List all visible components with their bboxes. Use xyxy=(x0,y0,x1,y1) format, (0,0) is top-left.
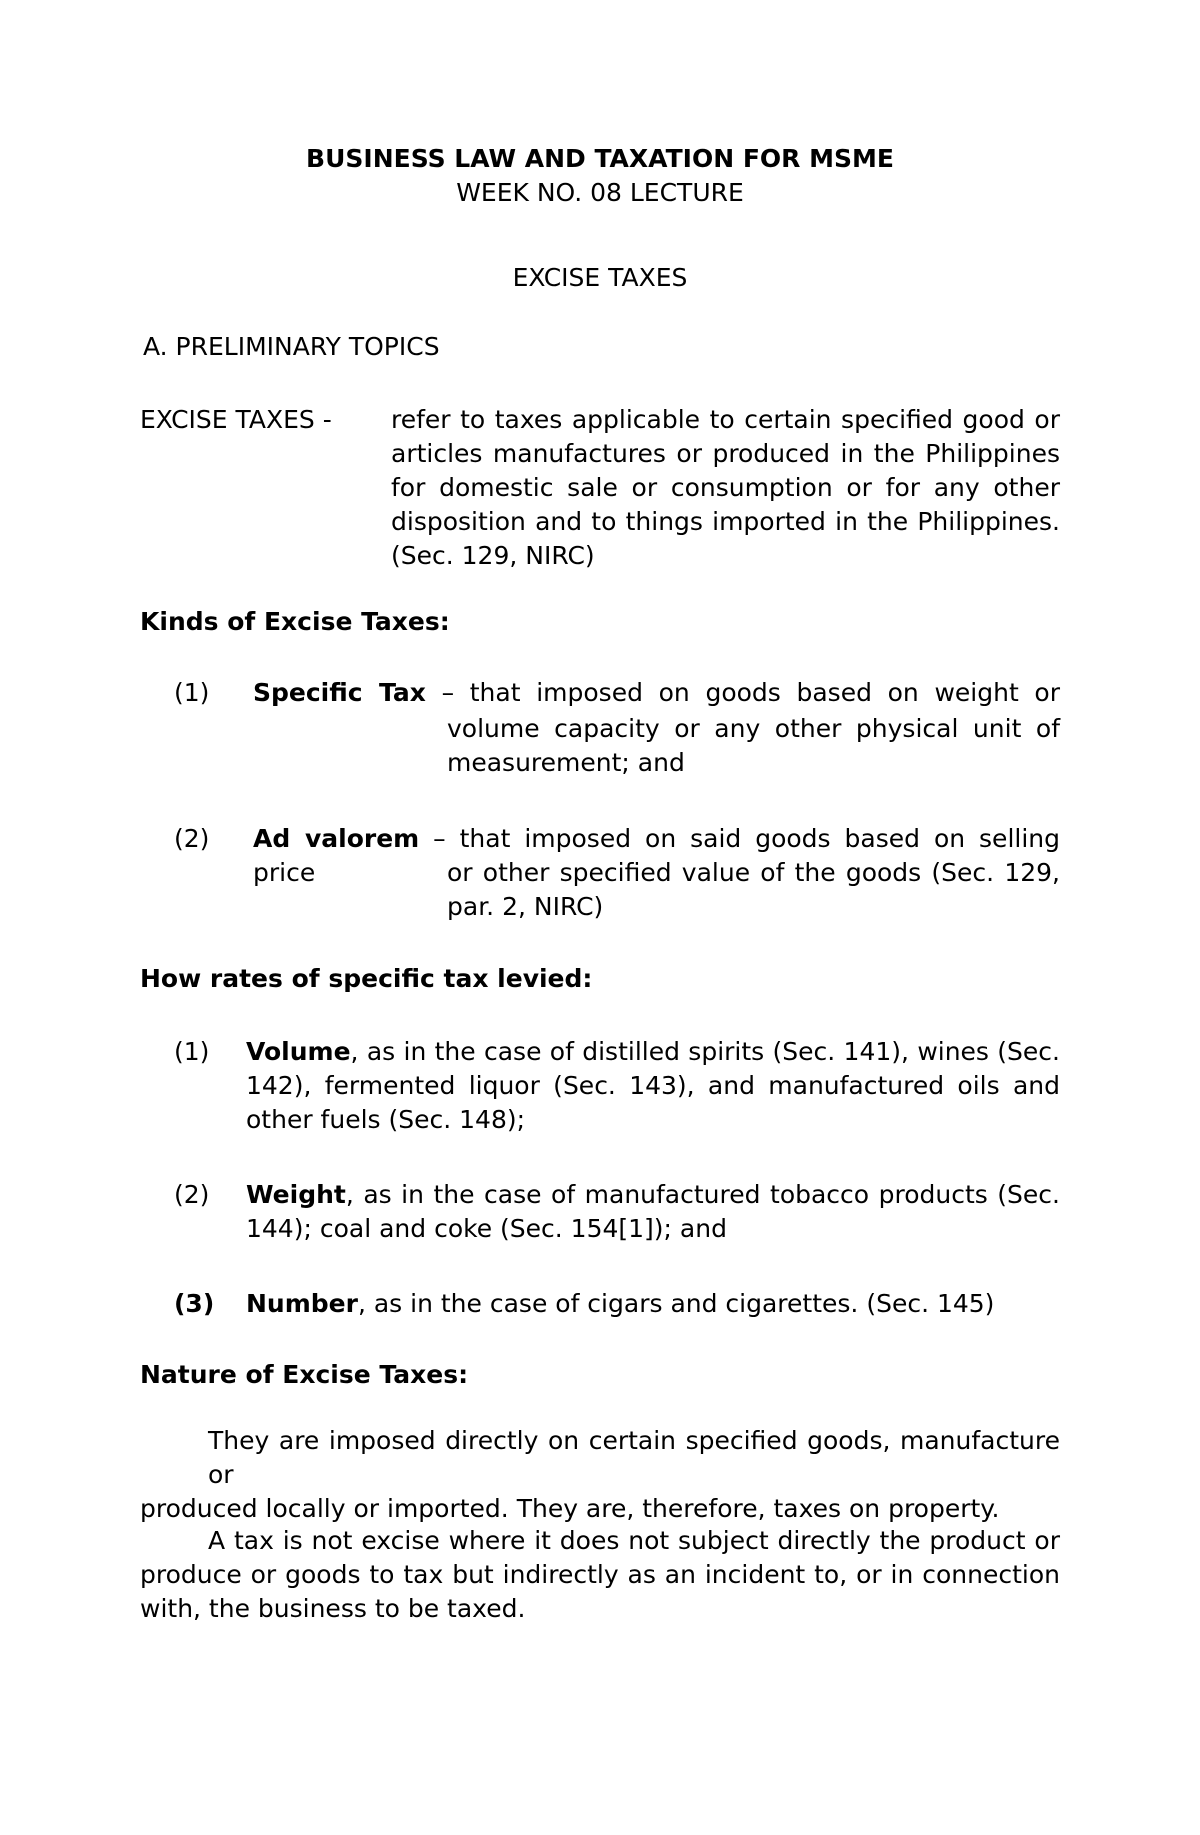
list-item-text: – that imposed on said goods based on selling price xyxy=(253,824,1060,887)
topic-title: EXCISE TAXES xyxy=(512,263,688,292)
kinds-heading: Kinds of Excise Taxes: xyxy=(140,607,450,636)
list-number: (3) xyxy=(174,1289,215,1318)
paragraph-line: produced locally or imported. They are, therefore, taxes on property. xyxy=(140,1494,1000,1523)
list-number: (1) xyxy=(174,678,210,707)
list-item-first-line xyxy=(253,676,1060,710)
rates-heading: How rates of specific tax levied: xyxy=(140,964,593,993)
definition-term: EXCISE TAXES - xyxy=(140,405,332,434)
rate-item-body xyxy=(246,1287,994,1321)
nature-paragraph xyxy=(140,1424,1060,1526)
paragraph-line: with, the business to be taxed. xyxy=(140,1594,526,1623)
definition-line: articles manufactures or produced in the Philippines xyxy=(391,439,1060,468)
list-item-continuation xyxy=(447,712,1060,780)
paragraph-line: A tax is not excise where it does not subject directly the product or xyxy=(208,1526,1060,1555)
list-item-text: or other specified value of the goods (Sec. 129, xyxy=(447,858,1060,887)
rate-item-body xyxy=(246,1178,1060,1246)
list-item-text: par. 2, NIRC) xyxy=(447,892,604,921)
list-item-term: Specific Tax xyxy=(253,678,426,707)
definition-line: refer to taxes applicable to certain specified good or xyxy=(391,405,1060,434)
definition-line: for domestic sale or consumption or for any other xyxy=(391,473,1060,502)
list-item-text: , as in the case of manufactured tobacco products (Sec. xyxy=(345,1180,1060,1209)
section-heading: A. PRELIMINARY TOPICS xyxy=(143,332,440,361)
nature-heading: Nature of Excise Taxes: xyxy=(140,1360,469,1389)
definition-body xyxy=(391,403,1060,573)
lecture-week: WEEK NO. 08 LECTURE xyxy=(456,178,744,207)
definition-line: (Sec. 129, NIRC) xyxy=(391,541,595,570)
list-number: (2) xyxy=(174,824,210,853)
rate-item-body xyxy=(246,1035,1060,1137)
list-item-term: Ad valorem xyxy=(253,824,420,853)
list-item-text: , as in the case of cigars and cigarettes. (Sec. 145) xyxy=(357,1289,995,1318)
list-number: (1) xyxy=(174,1037,210,1066)
list-item-term: Number xyxy=(246,1289,358,1318)
nature-paragraph xyxy=(140,1524,1060,1626)
list-item-text: , as in the case of distilled spirits (Sec. 141), wines (Sec. xyxy=(350,1037,1060,1066)
list-item-text: 144); coal and coke (Sec. 154[1]); and xyxy=(246,1214,727,1243)
list-number: (2) xyxy=(174,1180,210,1209)
list-item-text: measurement; and xyxy=(447,748,685,777)
paragraph-line: produce or goods to tax but indirectly as an incident to, or in connection xyxy=(140,1560,1060,1589)
list-item-text: – that imposed on goods based on weight or xyxy=(441,678,1061,707)
list-item-term: Volume xyxy=(246,1037,351,1066)
definition-line: disposition and to things imported in the Philippines. xyxy=(391,507,1060,536)
paragraph-line: They are imposed directly on certain specified goods, manufacture or xyxy=(208,1426,1060,1489)
list-item-text: other fuels (Sec. 148); xyxy=(246,1105,526,1134)
list-item-term: Weight xyxy=(246,1180,346,1209)
document-title: BUSINESS LAW AND TAXATION FOR MSME xyxy=(306,144,894,173)
list-item-text: volume capacity or any other physical unit of xyxy=(447,714,1060,743)
list-item-text: 142), fermented liquor (Sec. 143), and manufactured oils and xyxy=(246,1071,1060,1100)
list-item-continuation xyxy=(447,856,1060,924)
